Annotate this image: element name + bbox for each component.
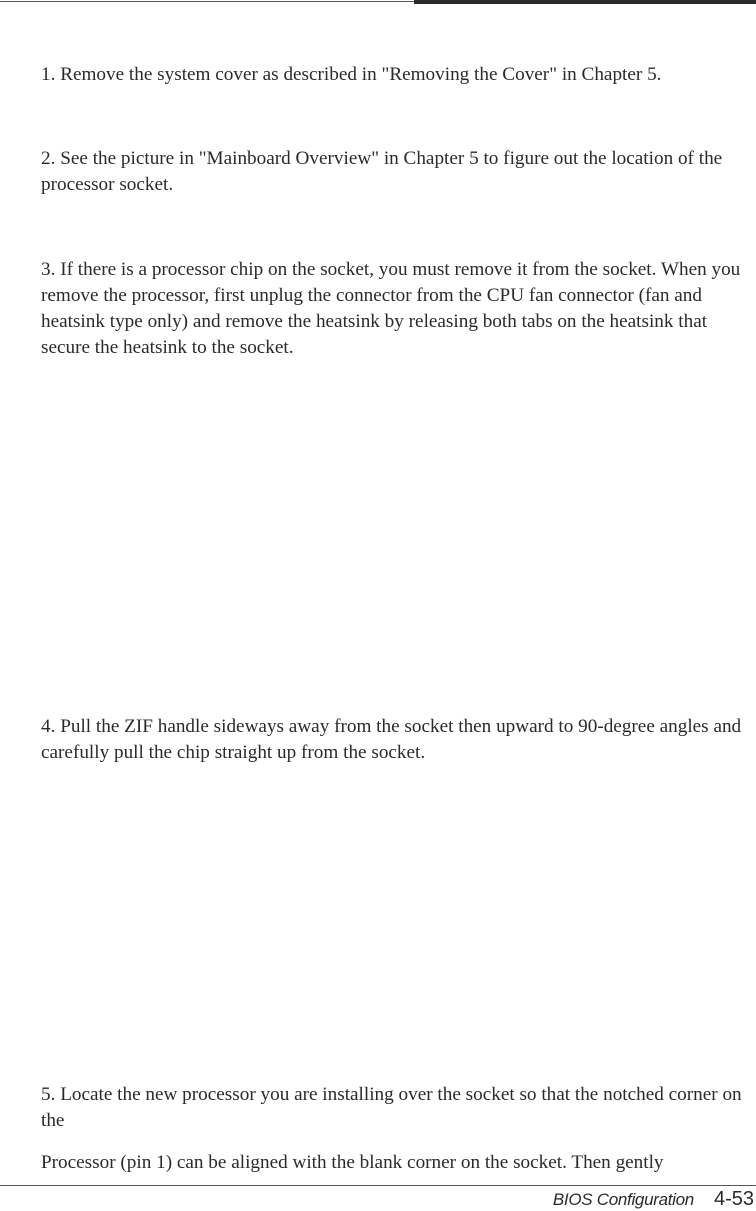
- footer-section-title: BIOS Configuration: [552, 1190, 694, 1209]
- header-rule-thick: [414, 0, 756, 4]
- step-4-paragraph: 4. Pull the ZIF handle sideways away from the socket then upward to 90-degree angles and carefully pull the chip straight up from the socket.: [41, 716, 742, 763]
- step-5-continuation: Processor (pin 1) can be aligned with the blank corner on the socket. Then gently: [41, 1152, 664, 1173]
- step-1-paragraph: 1. Remove the system cover as described in "Removing the Cover" in Chapter 5.: [41, 64, 662, 85]
- step-2-paragraph: 2. See the picture in "Mainboard Overview" in Chapter 5 to figure out the location of the processor socket.: [41, 148, 723, 195]
- step-3-paragraph: 3. If there is a processor chip on the socket, you must remove it from the socket. When you remove the processor, first unplug the connector from the CPU fan connector (fan and heatsink type only) and remove the heatsink by releasing both tabs on the heatsink that secure the heatsink to the socket.: [41, 259, 741, 358]
- header-rule-thin: [0, 1, 414, 2]
- page-footer: [553, 1188, 754, 1211]
- step-5-paragraph: 5. Locate the new processor you are installing over the socket so that the notched corner on the: [41, 1084, 742, 1131]
- footer-page-number: 4-53: [713, 1188, 754, 1210]
- footer-rule: [0, 1185, 756, 1186]
